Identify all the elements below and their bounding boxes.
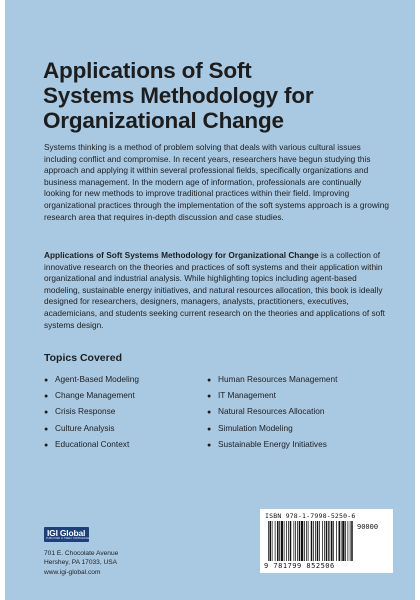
- barcode-bar: [272, 521, 273, 561]
- description-text: is a collection of innovative research on the theories and practices of soft systems and their application within organizational and industrial analysis. While highlighting topics including agent-based modeling, sustainable energy initiatives, and natural resources allocation, this book is ideally designed for researchers, designers, managers, analysts, practitioners, executives, academicians, and students seeking current research on the theories and applications of soft systems design.: [44, 250, 385, 330]
- barcode-bar: [348, 521, 349, 561]
- topic-item: ● Culture Analysis: [44, 421, 139, 437]
- topic-item: ● Agent-Based Modeling: [44, 372, 139, 388]
- topic-item: ● Crisis Response: [44, 404, 139, 420]
- barcode-bar: [351, 521, 353, 561]
- isbn-barcode: [260, 509, 393, 573]
- bullet-icon: ●: [207, 409, 212, 417]
- barcode-bar: [308, 521, 309, 561]
- back-cover: [5, 0, 415, 600]
- barcode-bar: [299, 521, 301, 561]
- topic-item: ● Change Management: [44, 388, 139, 404]
- bullet-icon: ●: [207, 441, 212, 449]
- description-book-title: Applications of Soft Systems Methodology for Organizational Change: [44, 250, 319, 260]
- barcode-bar: [281, 521, 283, 561]
- barcode-bar: [326, 521, 328, 561]
- topics-list-right: [207, 372, 337, 453]
- description-paragraph-1: Systems thinking is a method of problem solving that deals with various cultural issues including conflict and compromise. In recent years, researchers have begun studying this approach and applying it within several professional fields, specifically organizations and business management. In the modern age of information, professionals are continually looking for new methods to improve traditional practices within their field. Improving organizational practices through the implementation of the soft systems approach is a growing research area that requires in-depth discussion and case studies.: [44, 142, 389, 222]
- barcode-bar: [279, 521, 280, 561]
- publisher-tagline: PUBLISHER of TIMELY KNOWLEDGE: [46, 537, 90, 540]
- bullet-icon: ●: [44, 425, 49, 433]
- address-line: 701 E. Chocolate Avenue: [44, 550, 119, 557]
- barcode-bar: [339, 521, 341, 561]
- topic-item: ● Simulation Modeling: [207, 421, 337, 437]
- barcode-bar: [345, 521, 346, 561]
- topic-item: ● Human Resources Management: [207, 372, 337, 388]
- barcode-bar: [304, 521, 305, 561]
- bullet-icon: ●: [44, 393, 49, 401]
- bullet-icon: ●: [207, 377, 212, 384]
- publisher-address: [44, 549, 118, 577]
- barcode-bar: [297, 521, 298, 561]
- topic-item: ● Natural Resources Allocation: [207, 404, 337, 420]
- barcode-bar: [331, 521, 333, 561]
- barcode-bars: [268, 521, 354, 562]
- price-code: 90000: [357, 523, 379, 531]
- topics-heading: Topics Covered: [44, 352, 122, 364]
- publisher-logo: [44, 527, 89, 542]
- address-line: Hershey, PA 17033, USA: [44, 559, 118, 567]
- title-line-1: Applications of Soft: [43, 58, 252, 83]
- book-title: [43, 58, 373, 133]
- description-paragraph-2: [44, 250, 389, 331]
- barcode-bar: [277, 521, 279, 561]
- title-line-2: Systems Methodology for: [43, 83, 314, 108]
- barcode-bar: [336, 521, 337, 561]
- title-line-3: Organizational Change: [43, 108, 284, 133]
- topic-item: ● IT Management: [207, 388, 337, 404]
- barcode-bar: [311, 521, 313, 561]
- barcode-bar: [330, 521, 331, 561]
- barcode-bar: [319, 521, 320, 561]
- publisher-logo-text: IGI Global: [47, 528, 86, 538]
- topic-item: ● Sustainable Energy Initiatives: [207, 437, 337, 453]
- barcode-bar: [275, 521, 276, 561]
- barcode-bar: [288, 521, 289, 561]
- bullet-icon: ●: [44, 441, 49, 449]
- barcode-bar: [301, 521, 303, 561]
- isbn-number: ISBN 978-1-7998-5250-6: [265, 512, 356, 520]
- barcode-bar: [328, 521, 329, 561]
- barcode-bar: [313, 521, 314, 561]
- barcode-bar: [294, 521, 295, 561]
- barcode-bar: [315, 521, 316, 561]
- publisher-website: www.igi-global.com: [44, 568, 101, 576]
- bullet-icon: ●: [207, 425, 212, 433]
- barcode-bar: [295, 521, 296, 561]
- barcode-bar: [342, 521, 344, 561]
- barcode-digits: 9 781799 852506: [264, 562, 335, 570]
- barcode-bar: [284, 521, 285, 561]
- barcode-bar: [270, 521, 272, 561]
- barcode-bar: [286, 521, 287, 561]
- bullet-icon: ●: [207, 393, 212, 401]
- barcode-bar: [333, 521, 334, 561]
- barcode-bar: [341, 521, 342, 561]
- topics-list-left: [44, 372, 139, 453]
- barcode-bar: [317, 521, 319, 561]
- barcode-bar: [290, 521, 292, 561]
- barcode-bar: [306, 521, 307, 561]
- bullet-icon: ●: [44, 377, 49, 384]
- barcode-bar: [324, 521, 325, 561]
- barcode-bar: [322, 521, 323, 561]
- barcode-bar: [350, 521, 351, 561]
- topic-item: ● Educational Context: [44, 437, 139, 453]
- bullet-icon: ●: [44, 409, 49, 417]
- barcode-bar: [268, 521, 269, 561]
